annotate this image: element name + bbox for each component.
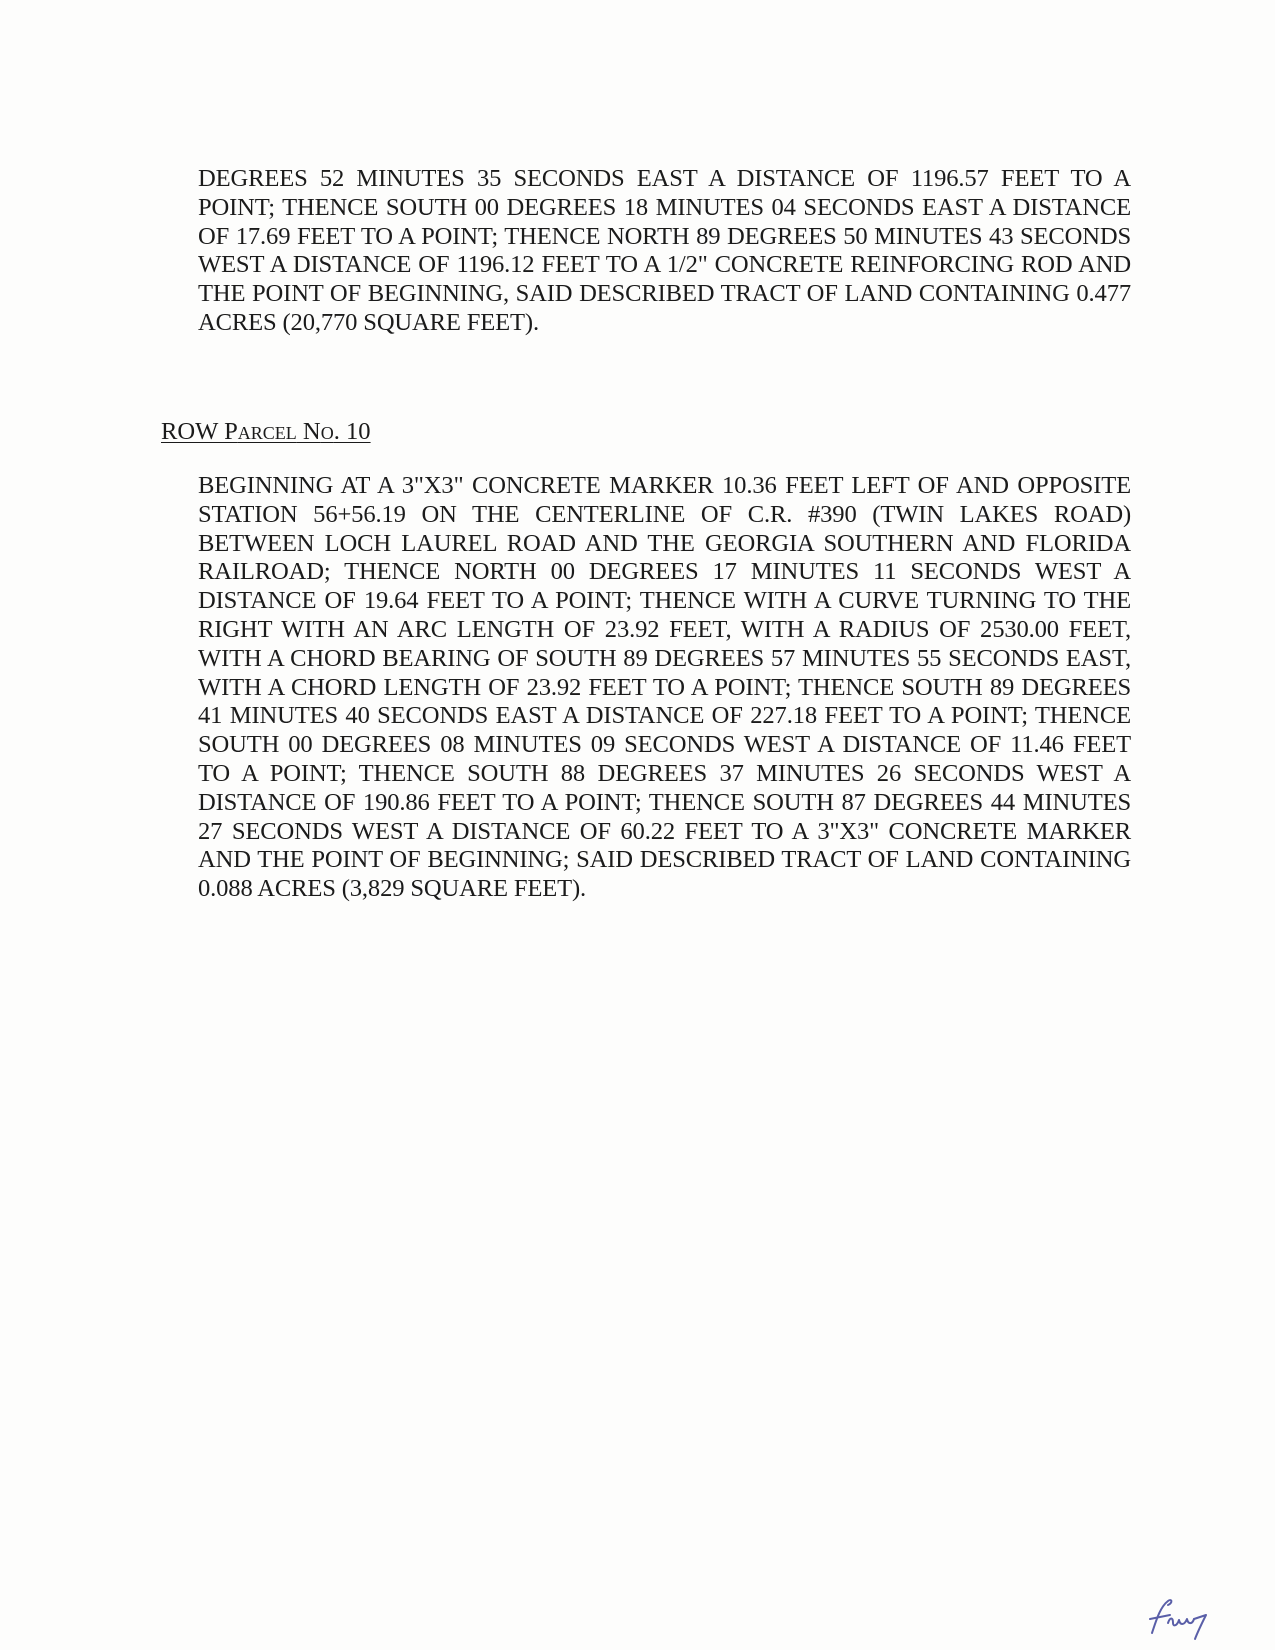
handwritten-initials-icon	[1146, 1593, 1226, 1641]
parcel-heading-prefix: ROW P	[161, 418, 238, 445]
parcel-description: BEGINNING AT A 3"X3" CONCRETE MARKER 10.36 FEET LEFT OF AND OPPOSITE STATION 56+56.19 ON THE CENTERLINE OF C.R. #390 (TWIN LAKES ROAD) BETWEEN LOCH LAUREL ROAD AND THE GEORGIA SOUTHERN AND FLORIDA RAILROAD; THENCE NORTH 00 DEGREES 17 MINUTES 11 SECONDS WEST A DISTANCE OF 19.64 FEET TO A POINT; THENCE WITH A CURVE TURNING TO THE RIGHT WITH AN ARC LENGTH OF 23.92 FEET, WITH A RADIUS OF 2530.00 FEET, WITH A CHORD BEARING OF SOUTH 89 DEGREES 57 MINUTES 55 SECONDS EAST, WITH A CHORD LENGTH OF 23.92 FEET TO A POINT; THENCE SOUTH 89 DEGREES 41 MINUTES 40 SECONDS EAST A DISTANCE OF 227.18 FEET TO A POINT; THENCE SOUTH 00 DEGREES 08 MINUTES 09 SECONDS WEST A DISTANCE OF 11.46 FEET TO A POINT; THENCE SOUTH 88 DEGREES 37 MINUTES 26 SECONDS WEST A DISTANCE OF 190.86 FEET TO A POINT; THENCE SOUTH 87 DEGREES 44 MINUTES 27 SECONDS WEST A DISTANCE OF 60.22 FEET TO A 3"X3" CONCRETE MARKER AND THE POINT OF BEGINNING; SAID DESCRIBED TRACT OF LAND CONTAINING 0.088 ACRES (3,829 SQUARE FEET).	[198, 472, 1131, 903]
parcel-heading-suffix: . 10	[333, 418, 371, 445]
parcel-heading-small-caps-2: O	[320, 423, 334, 443]
parcel-heading	[161, 418, 371, 447]
continued-paragraph: DEGREES 52 MINUTES 35 SECONDS EAST A DISTANCE OF 1196.57 FEET TO A POINT; THENCE SOUTH 00 DEGREES 18 MINUTES 04 SECONDS EAST A DISTANCE OF 17.69 FEET TO A POINT; THENCE NORTH 89 DEGREES 50 MINUTES 43 SECONDS WEST A DISTANCE OF 1196.12 FEET TO A 1/2" CONCRETE REINFORCING ROD AND THE POINT OF BEGINNING, SAID DESCRIBED TRACT OF LAND CONTAINING 0.477 ACRES (20,770 SQUARE FEET).	[198, 165, 1131, 336]
parcel-heading-middle: N	[296, 418, 321, 445]
parcel-heading-text	[161, 418, 371, 445]
parcel-heading-small-caps-1: ARCEL	[237, 423, 297, 443]
